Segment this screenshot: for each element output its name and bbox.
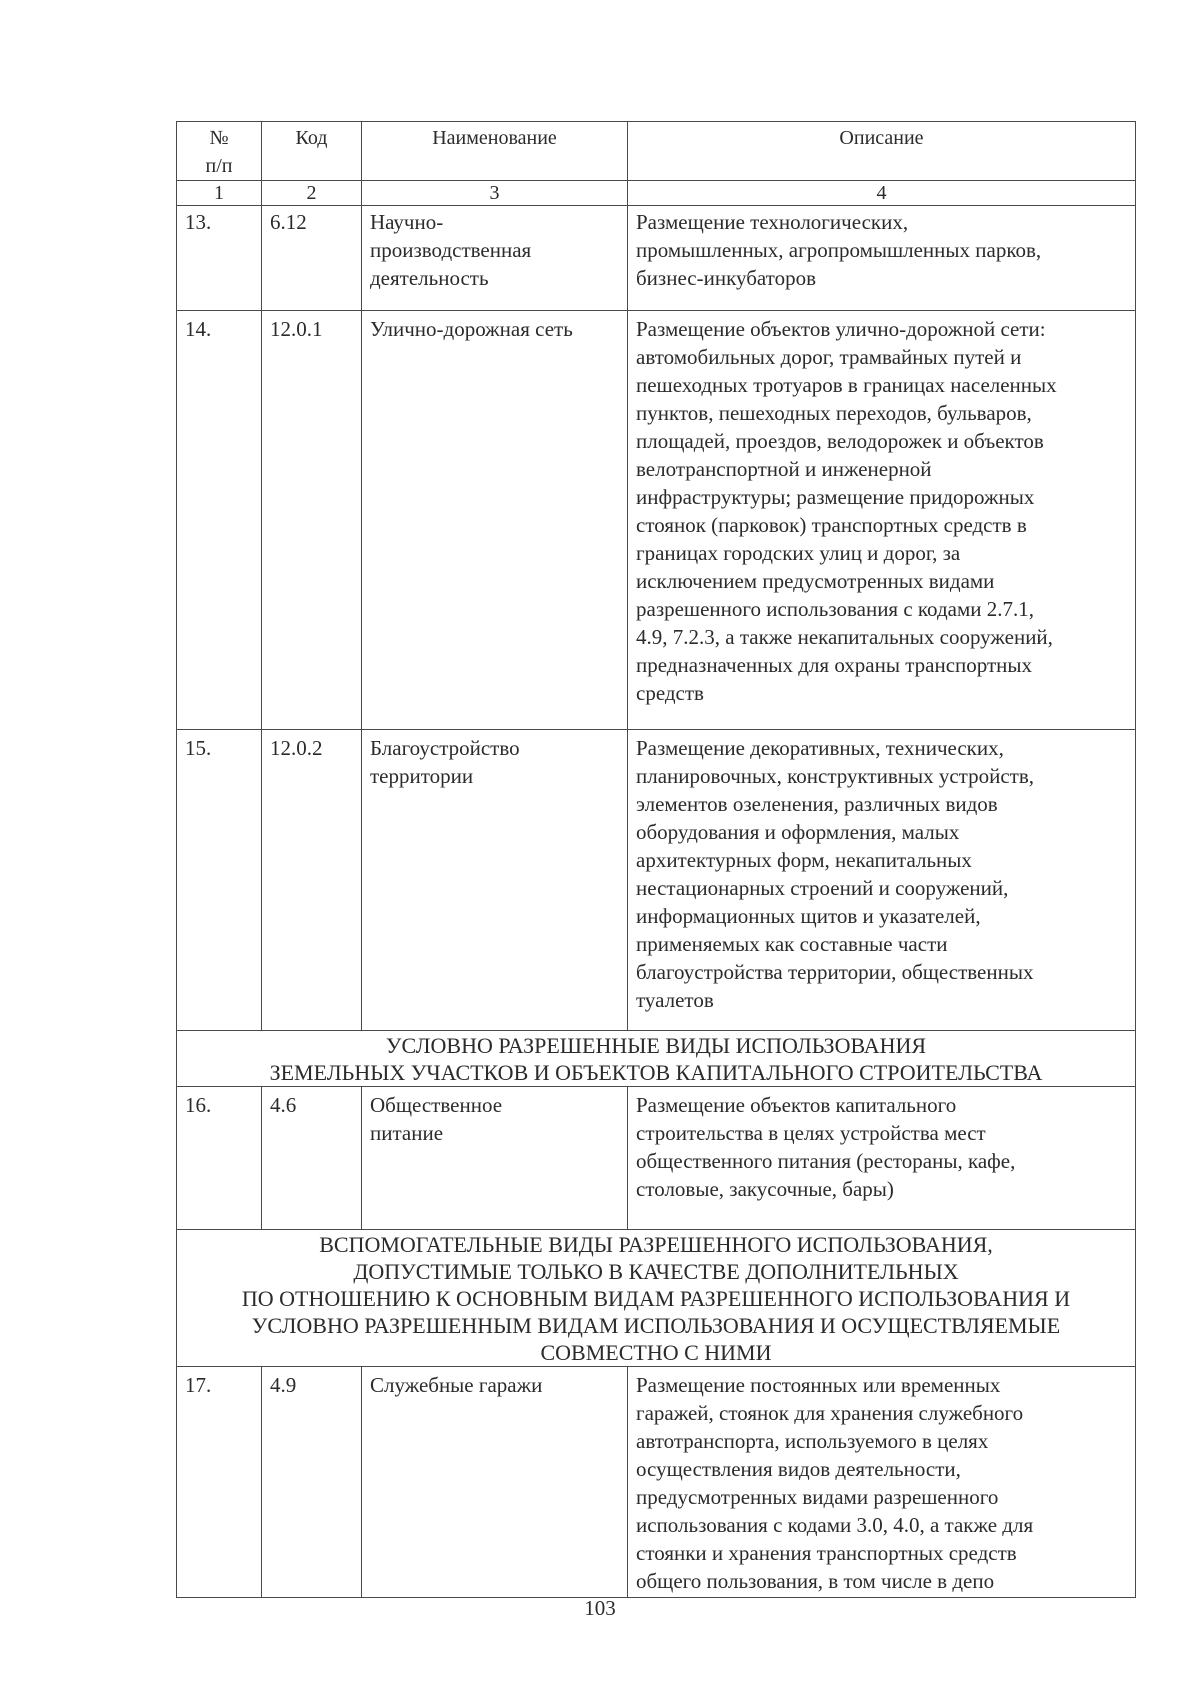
row-number: 17. <box>177 1367 262 1598</box>
row-code: 6.12 <box>262 206 362 311</box>
section-header-row <box>177 1031 1136 1087</box>
land-use-table <box>176 121 1136 1598</box>
section-header-row <box>177 1230 1136 1367</box>
column-index: 1 <box>177 181 262 206</box>
header-code: Код <box>262 122 362 181</box>
row-name: Научно- производственная деятельность <box>362 206 628 311</box>
table-row <box>177 1087 1136 1230</box>
row-description: Размещение объектов капитального строительства в целях устройства мест общественного питания (рестораны, кафе, столовые, закусочные, бары) <box>628 1087 1136 1230</box>
row-code: 12.0.1 <box>262 311 362 730</box>
row-description: Размещение постоянных или временных гаражей, стоянок для хранения служебного автотранспорта, используемого в целях осуществления видов деятельности, предусмотренных видами разрешенного использования с кодами 3.0, 4.0, а также для стоянки и хранения транспортных средств общего пользования, в том числе в депо <box>628 1367 1136 1598</box>
row-number: 16. <box>177 1087 262 1230</box>
table-row <box>177 206 1136 311</box>
column-index: 4 <box>628 181 1136 206</box>
row-description: Размещение декоративных, технических, планировочных, конструктивных устройств, элементов озеленения, различных видов оборудования и оформления, малых архитектурных форм, некапитальных нестационарных строений и сооружений, информационных щитов и указателей, применяемых как составные части благоустройства территории, общественных туалетов <box>628 730 1136 1031</box>
header-num: № п/п <box>177 122 262 181</box>
row-name: Благоустройство территории <box>362 730 628 1031</box>
table-row <box>177 1367 1136 1598</box>
column-index-row <box>177 181 1136 206</box>
section-title-conditional: УСЛОВНО РАЗРЕШЕННЫЕ ВИДЫ ИСПОЛЬЗОВАНИЯ ЗЕМЕЛЬНЫХ УЧАСТКОВ И ОБЪЕКТОВ КАПИТАЛЬНОГО СТРОИТЕЛЬСТВА <box>177 1031 1136 1087</box>
header-desc: Описание <box>628 122 1136 181</box>
row-number: 15. <box>177 730 262 1031</box>
row-name: Общественное питание <box>362 1087 628 1230</box>
table-row <box>177 311 1136 730</box>
header-name: Наименование <box>362 122 628 181</box>
table-header-row <box>177 122 1136 181</box>
row-name: Улично-дорожная сеть <box>362 311 628 730</box>
table-row <box>177 730 1136 1031</box>
column-index: 3 <box>362 181 628 206</box>
row-code: 4.6 <box>262 1087 362 1230</box>
row-description: Размещение технологических, промышленных, агропромышленных парков, бизнес-инкубаторов <box>628 206 1136 311</box>
row-number: 13. <box>177 206 262 311</box>
page-number: 103 <box>584 1596 616 1620</box>
row-code: 12.0.2 <box>262 730 362 1031</box>
row-number: 14. <box>177 311 262 730</box>
row-code: 4.9 <box>262 1367 362 1598</box>
row-name: Служебные гаражи <box>362 1367 628 1598</box>
section-title-auxiliary: ВСПОМОГАТЕЛЬНЫЕ ВИДЫ РАЗРЕШЕННОГО ИСПОЛЬЗОВАНИЯ, ДОПУСТИМЫЕ ТОЛЬКО В КАЧЕСТВЕ ДОПОЛНИТЕЛЬНЫХ ПО ОТНОШЕНИЮ К ОСНОВНЫМ ВИДАМ РАЗРЕШЕННОГО ИСПОЛЬЗОВАНИЯ И УСЛОВНО РАЗРЕШЕННЫМ ВИДАМ ИСПОЛЬЗОВАНИЯ И ОСУЩЕСТВЛЯЕМЫЕ СОВМЕСТНО С НИМИ <box>177 1230 1136 1367</box>
row-description: Размещение объектов улично-дорожной сети: автомобильных дорог, трамвайных путей и пешеходных тротуаров в границах населенных пунктов, пешеходных переходов, бульваров, площадей, проездов, велодорожек и объектов велотранспортной и инженерной инфраструктуры; размещение придорожных стоянок (парковок) транспортных средств в границах городских улиц и дорог, за исключением предусмотренных видами разрешенного использования с кодами 2.7.1, 4.9, 7.2.3, а также некапитальных сооружений, предназначенных для охраны транспортных средств <box>628 311 1136 730</box>
column-index: 2 <box>262 181 362 206</box>
